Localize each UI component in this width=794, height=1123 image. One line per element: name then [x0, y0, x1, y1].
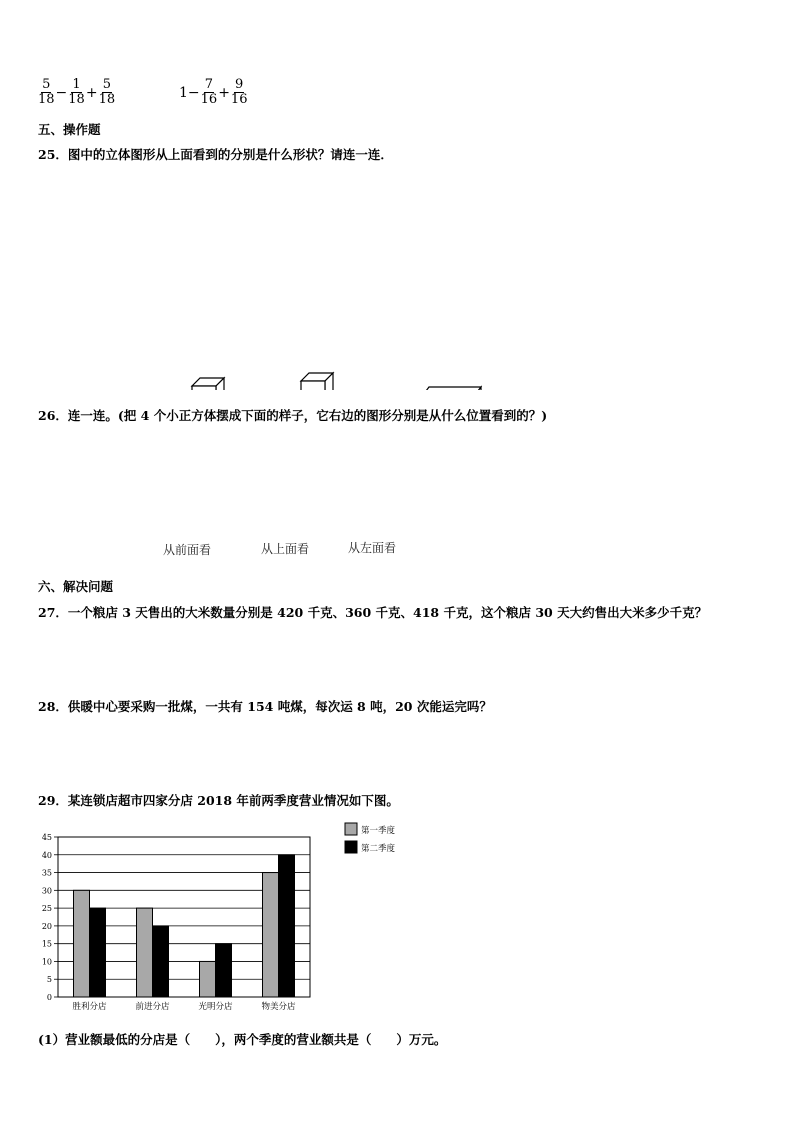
view-label-front: 从前面看 [163, 543, 212, 557]
fraction: $\frac{7}{16}$ [200, 77, 218, 107]
x-tick-label: 胜利分店 [72, 1002, 107, 1012]
fraction-expression-2: 1− $\frac{7}{16}$ + $\frac{9}{16}$ [179, 77, 248, 107]
question-29-part-1: (1）营业额最低的分店是（ ），两个季度的营业额共是（ ）万元。 [38, 1032, 447, 1047]
bar-1 [200, 961, 216, 997]
y-tick-label: 40 [41, 850, 52, 860]
fraction: $\frac{9}{16}$ [230, 77, 248, 107]
y-tick-label: 20 [41, 921, 52, 931]
y-tick-label: 15 [41, 939, 52, 949]
section-title: 五、操作题 [38, 122, 101, 137]
fraction: $\frac{5}{18}$ [38, 77, 55, 107]
bar-1 [263, 873, 279, 997]
solid-shape-4 [423, 387, 481, 390]
solid-shape-3 [294, 373, 359, 390]
view-label-left: 从左面看 [348, 541, 397, 555]
question-26: 26．连一连。(把 4 个小正方体摆成下面的样子，它右边的图形分别是从什么位置看到的？) [38, 408, 548, 423]
y-tick-label: 30 [41, 886, 52, 896]
bar-1 [137, 908, 153, 997]
y-tick-label: 10 [41, 957, 52, 967]
x-tick-label: 前进分店 [135, 1002, 170, 1012]
y-tick-label: 25 [41, 904, 52, 914]
section-title: 六、解决问题 [38, 579, 114, 594]
view-label-top: 从上面看 [261, 542, 310, 556]
y-tick-label: 0 [46, 993, 52, 1002]
legend-label: 第二季度 [361, 844, 396, 854]
fraction: $\frac{5}{18}$ [98, 77, 116, 107]
fraction: $\frac{1}{18}$ [68, 77, 85, 107]
bar-chart [0, 820, 440, 1020]
fraction-expression-1: $\frac{5}{18}$ − $\frac{1}{18}$ + $\frac{5}{18}$ [38, 77, 116, 107]
question-28: 28．供暖中心要采购一批煤，一共有 154 吨煤，每次运 8 吨，20 次能运完吗？ [38, 699, 492, 714]
q25-figures [0, 185, 794, 390]
question-27: 27．一个粮店 3 天售出的大米数量分别是 420 千克、360 千克、418 千克，这个粮店 30 天大约售出大米多少千克？ [38, 605, 708, 620]
y-tick-label: 35 [41, 868, 52, 878]
legend-swatch [345, 841, 357, 853]
q26-figures [0, 430, 794, 560]
question-29: 29．某连锁店超市四家分店 2018 年前两季度营业情况如下图。 [38, 793, 399, 808]
question-25: 25．图中的立体图形从上面看到的分别是什么形状？请连一连． [38, 147, 393, 162]
y-tick-label: 5 [46, 975, 52, 985]
solid-shape-2 [167, 378, 224, 390]
bar-1 [74, 890, 90, 997]
bar-2 [90, 908, 106, 997]
bar-2 [153, 926, 169, 997]
bar-2 [279, 855, 295, 997]
x-tick-label: 物美分店 [261, 1002, 296, 1012]
y-tick-label: 45 [41, 833, 52, 842]
legend-swatch [345, 823, 357, 835]
bar-2 [216, 944, 232, 997]
legend-label: 第一季度 [361, 826, 396, 836]
x-tick-label: 光明分店 [198, 1002, 233, 1012]
